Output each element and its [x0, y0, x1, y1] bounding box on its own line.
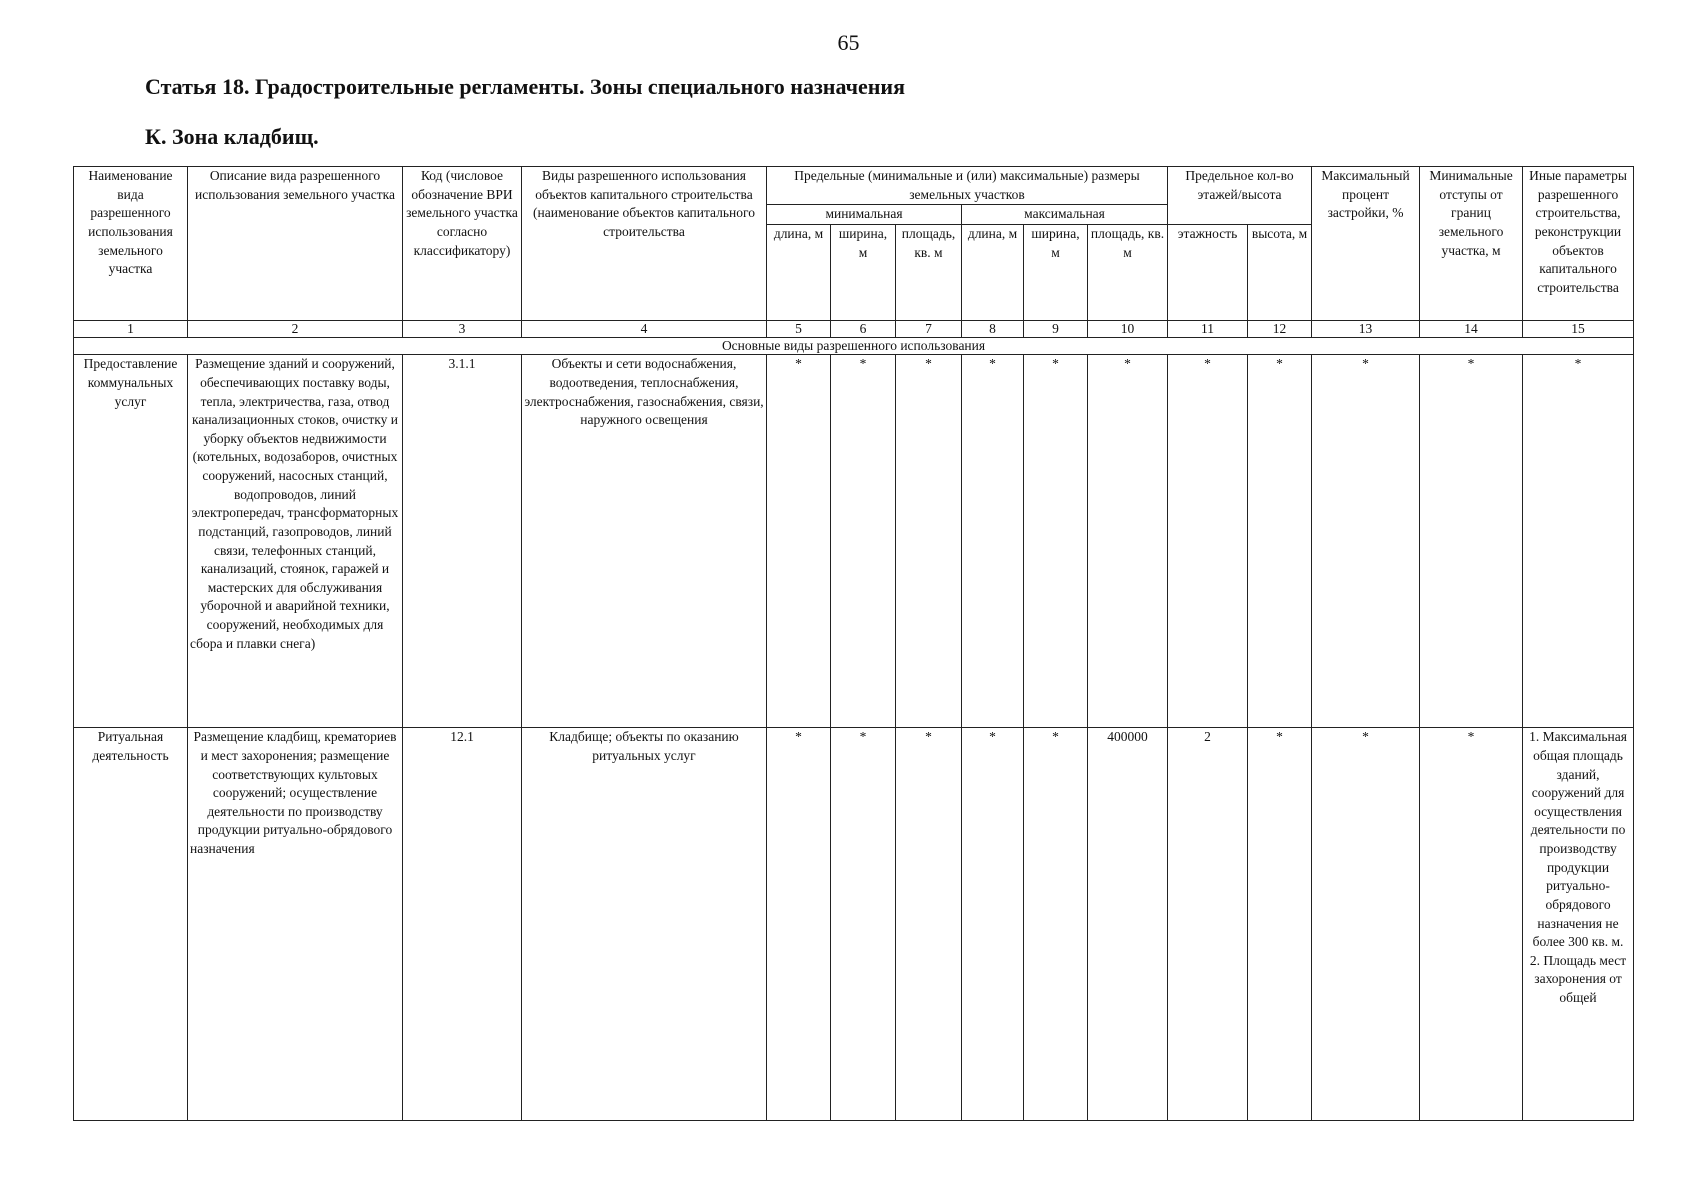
header-floors: этажность	[1168, 224, 1248, 320]
capital-objects: Объекты и сети водоснабжения, водоотведения, теплоснабжения, электроснабжения, газоснабжения, связи, наружного освещения	[522, 355, 767, 728]
land-use-code: 12.1	[403, 728, 522, 1121]
height-value: *	[1248, 355, 1312, 728]
min-width-value: *	[831, 728, 896, 1121]
article-title: Статья 18. Градостроительные регламенты. Зоны специального назначения	[145, 74, 906, 99]
other-parameter-item: 2. Площадь мест захоронения от общей	[1529, 952, 1627, 1005]
column-number: 3	[403, 320, 522, 337]
land-use-description: Размещение кладбищ, крематориев и мест захоронения; размещение соответствующих культовых сооружений; осуществление деятельности по производству продукции ритуально-обрядового назначения	[188, 728, 403, 1121]
header-min-width: ширина, м	[831, 224, 896, 320]
column-number: 2	[188, 320, 403, 337]
header-min-length: длина, м	[767, 224, 831, 320]
column-number: 14	[1420, 320, 1523, 337]
max-length-value: *	[962, 728, 1024, 1121]
column-number: 10	[1088, 320, 1168, 337]
min-length-value: *	[767, 728, 831, 1121]
other-parameters-value: *	[1523, 355, 1634, 728]
column-number: 11	[1168, 320, 1248, 337]
max-built-percent-value: *	[1312, 355, 1420, 728]
max-width-value: *	[1024, 355, 1088, 728]
max-built-percent-value: *	[1312, 728, 1420, 1121]
floors-value: *	[1168, 355, 1248, 728]
header-description: Описание вида разрешенного использования земельного участка	[188, 167, 403, 321]
table-row	[74, 355, 1634, 728]
header-code: Код (числовое обозначение ВРИ земельного участка согласно классификатору)	[403, 167, 522, 321]
page-number: 65	[837, 30, 860, 55]
column-number: 7	[896, 320, 962, 337]
land-use-name: Ритуальная деятельность	[74, 728, 188, 1121]
header-minimum: минимальная	[767, 205, 962, 225]
column-number: 5	[767, 320, 831, 337]
header-maximum: максимальная	[962, 205, 1168, 225]
header-height: высота, м	[1248, 224, 1312, 320]
other-parameter-item: 1. Максимальная общая площадь зданий, сооружений для осуществления деятельности по производству продукции ритуально-обрядового назначения не более 300 кв. м.	[1529, 729, 1627, 950]
column-number: 4	[522, 320, 767, 337]
column-number: 13	[1312, 320, 1420, 337]
column-numbers-row	[74, 320, 1634, 337]
column-number: 8	[962, 320, 1024, 337]
zone-title: К. Зона кладбищ.	[145, 124, 319, 149]
floors-value: 2	[1168, 728, 1248, 1121]
max-area-value: *	[1088, 355, 1168, 728]
header-min-setbacks: Минимальные отступы от границ земельного участка, м	[1420, 167, 1523, 321]
min-setback-value: *	[1420, 355, 1523, 728]
header-floors-height: Предельное кол-во этажей/высота	[1168, 167, 1312, 225]
land-use-name: Предоставление коммунальных услуг	[74, 355, 188, 728]
section-title: Основные виды разрешенного использования	[74, 338, 1634, 355]
header-object-types: Виды разрешенного использования объектов капитального строительства (наименование объектов капитального строительства	[522, 167, 767, 321]
column-number: 9	[1024, 320, 1088, 337]
min-width-value: *	[831, 355, 896, 728]
section-row	[74, 338, 1634, 355]
min-area-value: *	[896, 728, 962, 1121]
other-parameters-value	[1523, 728, 1634, 1121]
land-use-code: 3.1.1	[403, 355, 522, 728]
min-length-value: *	[767, 355, 831, 728]
header-plot-limits: Предельные (минимальные и (или) максимальные) размеры земельных участков	[767, 167, 1168, 205]
max-length-value: *	[962, 355, 1024, 728]
header-max-area: площадь, кв. м	[1088, 224, 1168, 320]
capital-objects: Кладбище; объекты по оказанию ритуальных услуг	[522, 728, 767, 1121]
regulations-table	[73, 166, 1634, 1121]
max-area-value: 400000	[1088, 728, 1168, 1121]
header-max-width: ширина, м	[1024, 224, 1088, 320]
header-min-area: площадь, кв. м	[896, 224, 962, 320]
header-land-use-name: Наименование вида разрешенного использования земельного участка	[74, 167, 188, 321]
header-max-built-percent: Максимальный процент застройки, %	[1312, 167, 1420, 321]
column-number: 6	[831, 320, 896, 337]
max-width-value: *	[1024, 728, 1088, 1121]
table-row	[74, 728, 1634, 1121]
header-other-parameters: Иные параметры разрешенного строительства, реконструкции объектов капитального строительства	[1523, 167, 1634, 321]
header-max-length: длина, м	[962, 224, 1024, 320]
column-number: 1	[74, 320, 188, 337]
min-setback-value: *	[1420, 728, 1523, 1121]
min-area-value: *	[896, 355, 962, 728]
header-row-1	[74, 167, 1634, 205]
land-use-description: Размещение зданий и сооружений, обеспечивающих поставку воды, тепла, электричества, газа, отвод канализационных стоков, очистку и уборку объектов недвижимости (котельных, водозаборов, очистных сооружений, насосных станций, водопроводов, линий электропередач, трансформаторных подстанций, газопроводов, линий связи, телефонных станций, канализаций, стоянок, гаражей и мастерских для обслуживания уборочной и аварийной техники, сооружений, необходимых для сбора и плавки снега)	[188, 355, 403, 728]
height-value: *	[1248, 728, 1312, 1121]
column-number: 12	[1248, 320, 1312, 337]
column-number: 15	[1523, 320, 1634, 337]
